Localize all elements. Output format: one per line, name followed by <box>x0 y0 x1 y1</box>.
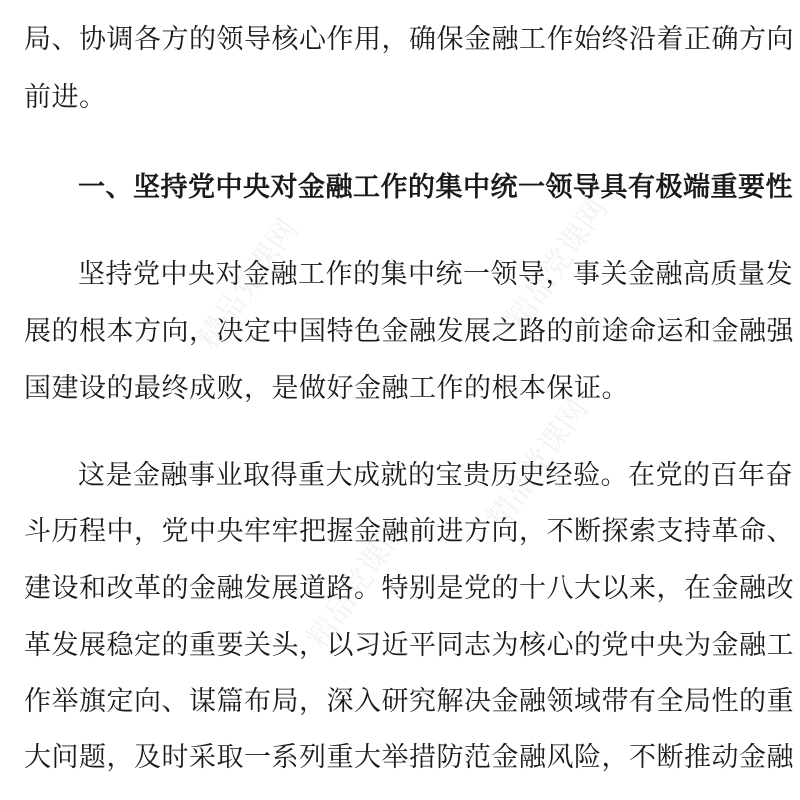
paragraph-line: 大问题，及时采取一系列重大举措防范金融风险，不断推动金融 <box>24 742 794 773</box>
watermark: 精品党课网 <box>300 512 416 656</box>
paragraph-line: 局、协调各方的领导核心作用，确保金融工作始终沿着正确方向 <box>24 24 794 55</box>
paragraph-line: 斗历程中，党中央牢牢把握金融前进方向，不断探索支持革命、 <box>24 516 794 547</box>
paragraph-line: 国建设的最终成败，是做好金融工作的根本保证。 <box>24 373 629 404</box>
paragraph-line: 展的根本方向，决定中国特色金融发展之路的前途命运和金融强 <box>24 316 794 347</box>
section-heading: 一、坚持党中央对金融工作的集中统一领导具有极端重要性 <box>78 172 793 203</box>
paragraph-line: 作举旗定向、谋篇布局，深入研究解决金融领域带有全局性的重 <box>24 686 794 717</box>
paragraph-line: 建设和改革的金融发展道路。特别是党的十八大以来，在金融改 <box>24 573 794 604</box>
paragraph-line: 这是金融事业取得重大成就的宝贵历史经验。在党的百年奋 <box>78 460 793 491</box>
paragraph-line: 坚持党中央对金融工作的集中统一领导，事关金融高质量发 <box>78 259 793 290</box>
watermark: 精品党课网 <box>190 212 306 356</box>
paragraph-line: 前进。 <box>24 82 107 113</box>
watermark: 精品党课网 <box>480 392 596 536</box>
watermark: 精品党课网 <box>500 192 616 336</box>
paragraph-line: 革发展稳定的重要关头，以习近平同志为核心的党中央为金融工 <box>24 630 794 661</box>
